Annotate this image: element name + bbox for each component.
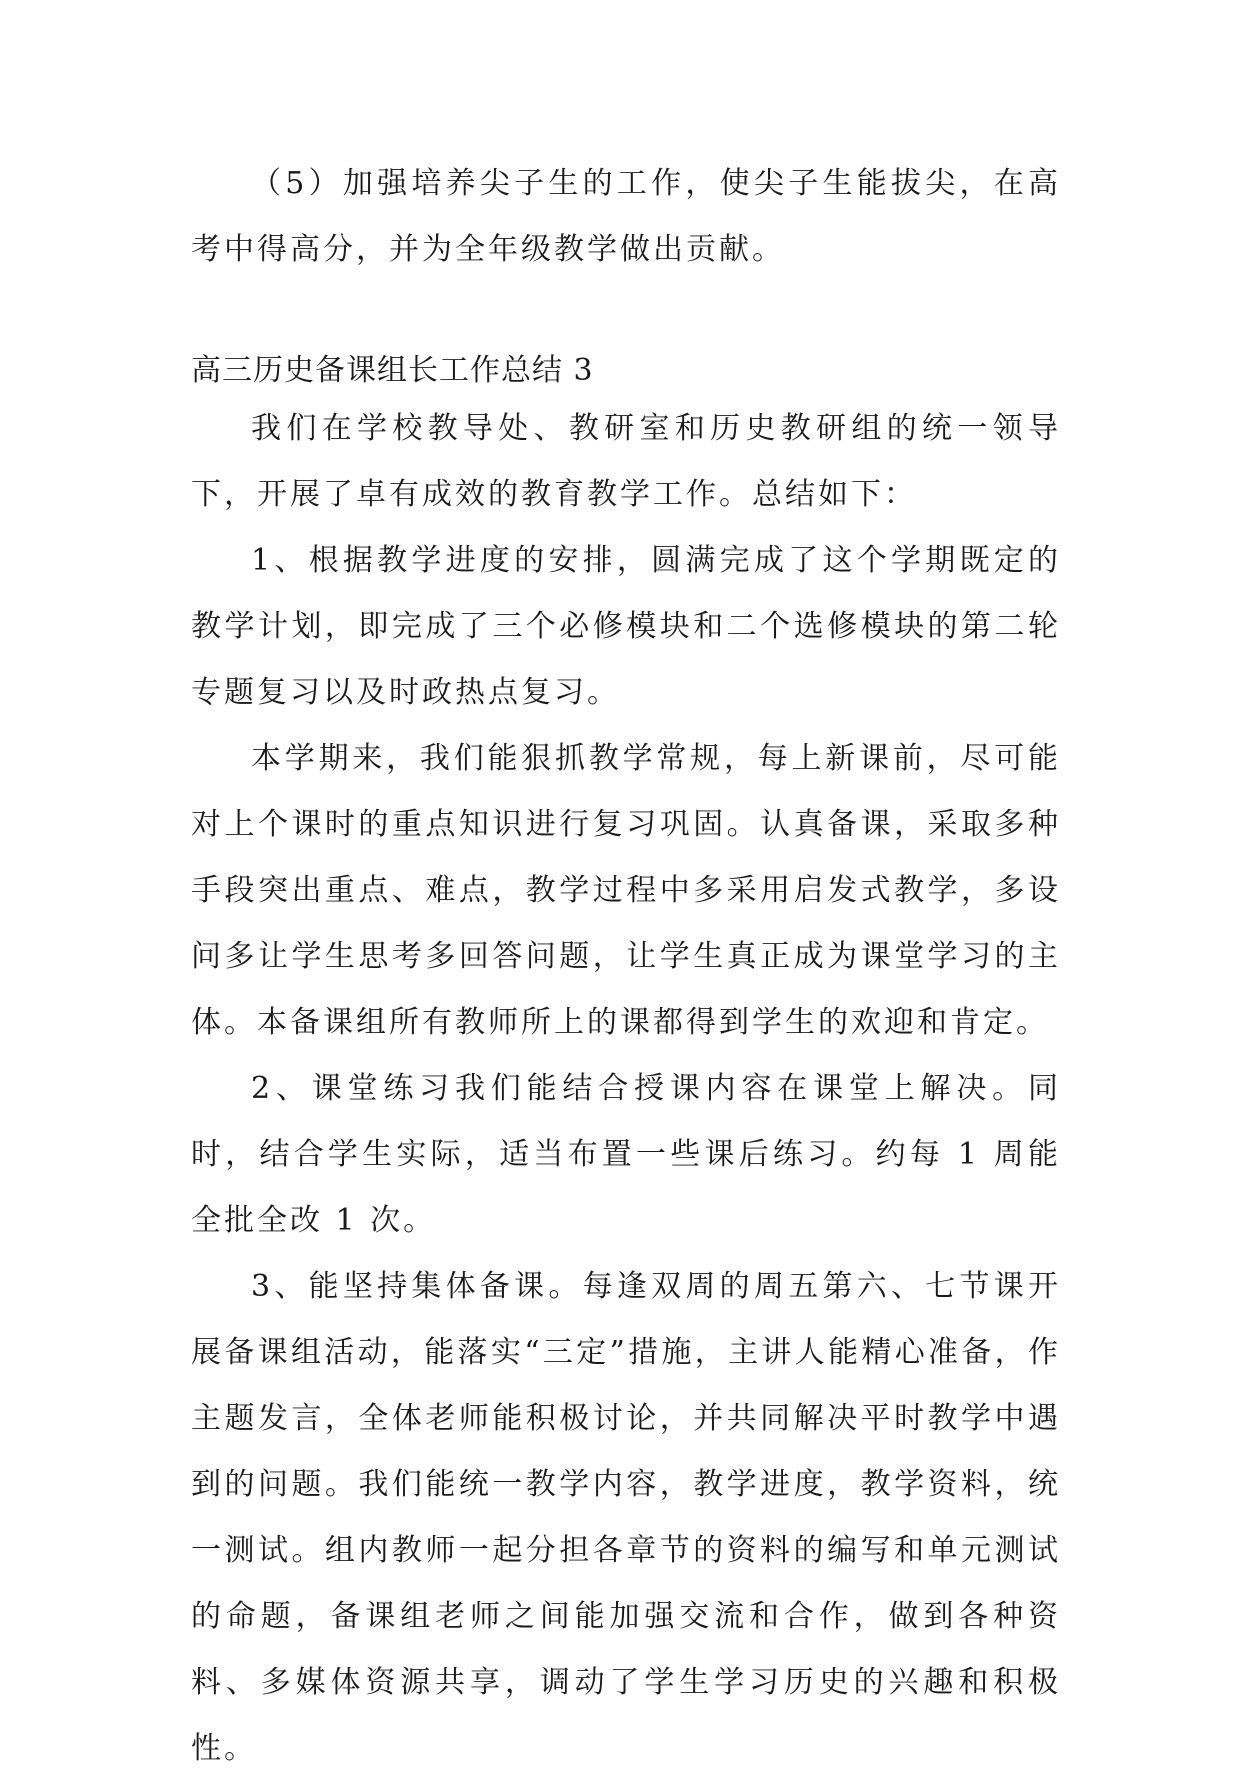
body-paragraphs xyxy=(191,396,1061,1782)
paragraph-item-3: 3、能坚持集体备课。每逢双周的周五第六、七节课开展备课组活动，能落实“三定”措施，主讲人能精心准备，作主题发言，全体老师能积极讨论，并共同解决平时教学中遇到的问题。我们能统一教学内容，教学进度，教学资料，统一测试。组内教师一起分担各章节的资料的编写和单元测试的命题，备课组老师之间能加强交流和合作，做到各种资料、多媒体资源共享，调动了学生学习历史的兴趣和积极性。 xyxy=(191,1269,1061,1766)
paragraph-intro: 我们在学校教导处、教研室和历史教研组的统一领导下，开展了卓有成效的教育教学工作。总结如下： xyxy=(191,411,1061,512)
paragraph-item-1: 1、根据教学进度的安排，圆满完成了这个学期既定的教学计划，即完成了三个必修模块和二个选修模块的第二轮专题复习以及时政热点复习。 xyxy=(191,543,1061,710)
top-paragraph-block xyxy=(191,151,1061,283)
section-title: 高三历史备课组长工作总结 3 xyxy=(191,353,594,388)
paragraph-item-5: （5）加强培养尖子生的工作，使尖子生能拔尖，在高考中得高分，并为全年级教学做出贡献。 xyxy=(191,166,1061,267)
paragraph-item-2: 2、课堂练习我们能结合授课内容在课堂上解决。同时，结合学生实际，适当布置一些课后练习。约每 1 周能全批全改 1 次。 xyxy=(191,1071,1061,1238)
paragraph-teaching-routine: 本学期来，我们能狠抓教学常规，每上新课前，尽可能对上个课时的重点知识进行复习巩固。认真备课，采取多种手段突出重点、难点，教学过程中多采用启发式教学，多设问多让学生思考多回答问题，让学生真正成为课堂学习的主体。本备课组所有教师所上的课都得到学生的欢迎和肯定。 xyxy=(191,741,1061,1040)
